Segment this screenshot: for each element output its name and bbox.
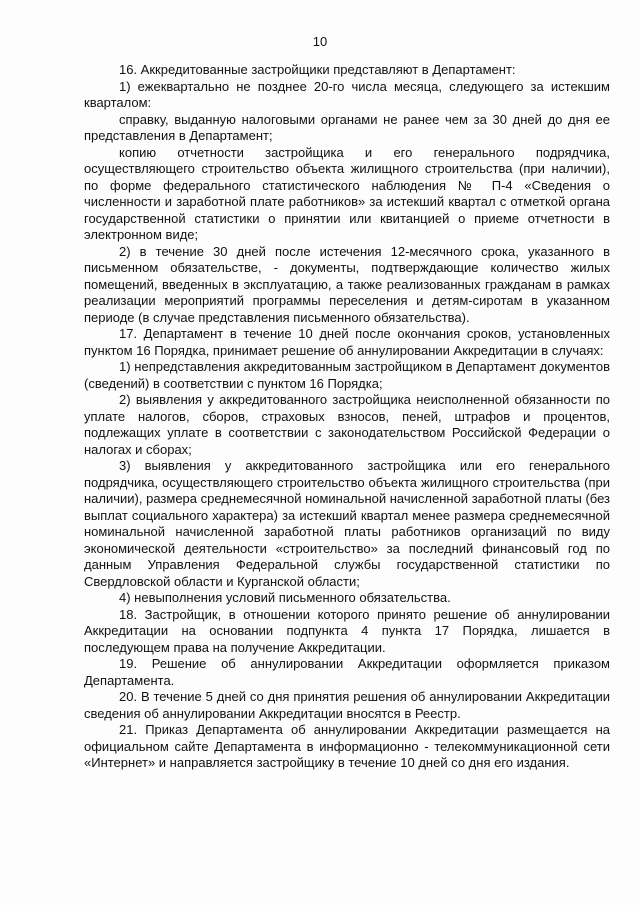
- document-body: [84, 62, 610, 772]
- paragraph-17-item-4: 4) невыполнения условий письменного обязательства.: [119, 590, 451, 605]
- paragraph-21: 21. Приказ Департамента об аннулировании Аккредитации размещается на официальном сайте Департамента в информационно - телекоммуникационной сети «Интернет» и направляется застройщику в течение 10 дней со дня его издания.: [84, 722, 610, 770]
- page-number: 10: [312, 34, 328, 49]
- paragraph-20: 20. В течение 5 дней со дня принятия решения об аннулировании Аккредитации сведения об аннулировании Аккредитации вносятся в Реестр.: [84, 689, 610, 721]
- paragraph-19: 19. Решение об аннулировании Аккредитации оформляется приказом Департамента.: [84, 656, 610, 688]
- paragraph-17-item-3: 3) выявления у аккредитованного застройщика или его генерального подрядчика, осуществляющего строительство объекта жилищного строительства (при наличии), размера среднемесячной номинальной начисленной заработной платы (без выплат социального характера) за истекший квартал менее размера среднемесячной номинальной начисленной заработной платы работников организаций по виду экономической деятельности «строительство» за последний финансовый год по данным Управления Федеральной службы государственной статистики по Свердловской области и Курганской области;: [84, 458, 610, 589]
- paragraph-16-item-1: 1) ежеквартально не позднее 20-го числа месяца, следующего за истекшим кварталом:: [84, 78, 610, 110]
- paragraph-16-item-2: 2) в течение 30 дней после истечения 12-месячного срока, указанного в письменном обязательстве, - документы, подтверждающие количество жилых помещений, введенных в эксплуатацию, а также реализованных гражданам в рамках реализации мероприятий программы переселения и детям-сиротам в указанном периоде (в случае представления письменного обязательства).: [84, 243, 610, 325]
- paragraph-16-item-1-certificate: справку, выданную налоговыми органами не ранее чем за 30 дней до дня ее представления в Департамент;: [84, 111, 610, 143]
- paragraph-17-item-1: 1) непредставления аккредитованным застройщиком в Департамент документов (сведений) в соответствии с пунктом 16 Порядка;: [84, 359, 610, 391]
- paragraph-16-item-1-report-copy: копию отчетности застройщика и его генерального подрядчика, осуществляющего строительство объекта жилищного строительства (при наличии), по форме федерального статистического наблюдения № П-4 «Сведения о численности и заработной плате работников» за истекший квартал с отметкой органа государственной статистики о принятии или квитанцией о приеме отчетности в электронном виде;: [84, 144, 610, 242]
- paragraph-18: 18. Застройщик, в отношении которого принято решение об аннулировании Аккредитации на основании подпункта 4 пункта 17 Порядка, лишается в последующем права на получение Аккредитации.: [84, 606, 610, 655]
- paragraph-16: 16. Аккредитованные застройщики представляют в Департамент:: [119, 62, 516, 77]
- paragraph-17-item-2: 2) выявления у аккредитованного застройщика неисполненной обязанности по уплате налогов, сборов, страховых взносов, пеней, штрафов и процентов, подлежащих уплате в соответствии с законодательством Российской Федерации о налогах и сборах;: [84, 392, 610, 457]
- paragraph-17: 17. Департамент в течение 10 дней после окончания сроков, установленных пунктом 16 Порядка, принимает решение об аннулировании Аккредитации в случаях:: [84, 326, 610, 358]
